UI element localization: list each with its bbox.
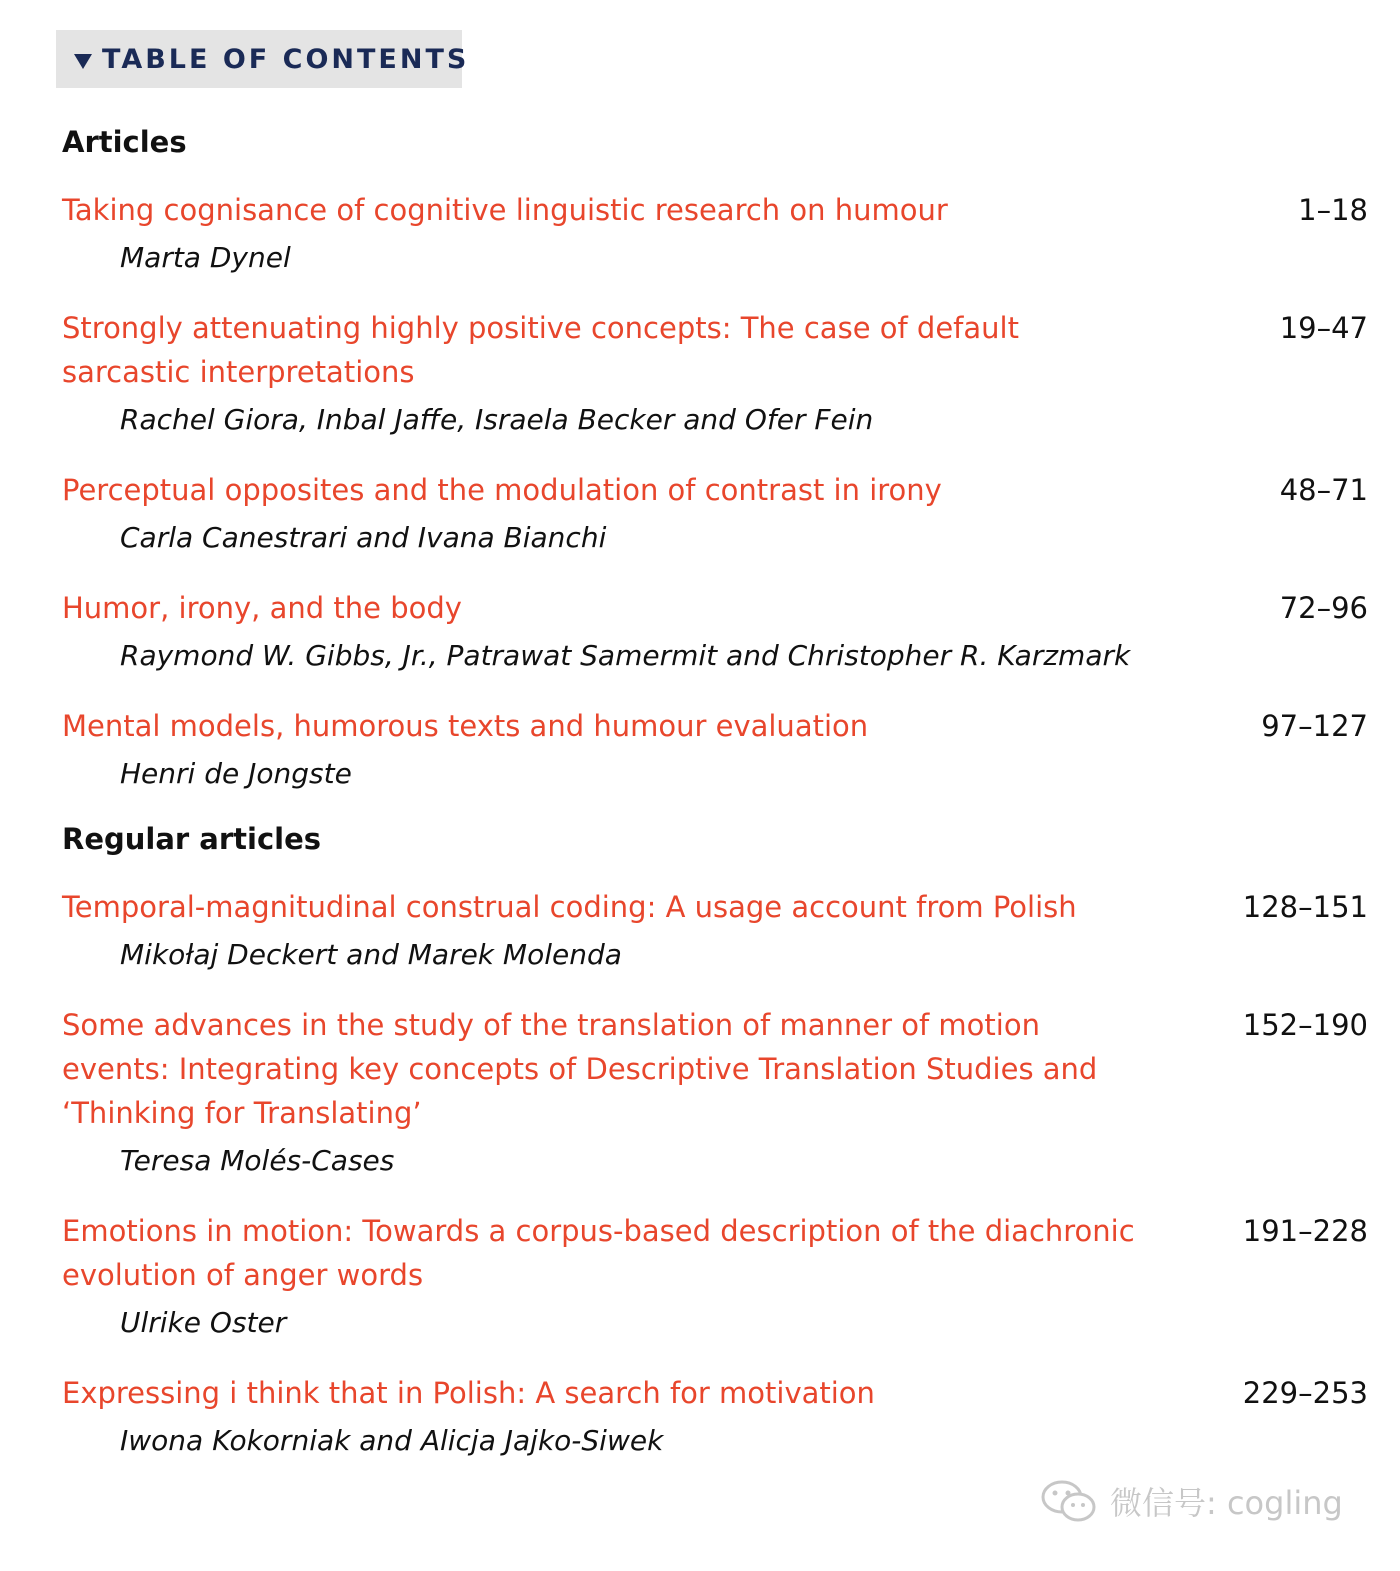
toc-entry [62, 306, 1368, 440]
page-range: 229–253 [1242, 1375, 1368, 1410]
toc-entry [62, 468, 1368, 558]
article-title-link[interactable]: Strongly attenuating highly positive concepts: The case of default sarcastic interpretations [62, 310, 1019, 389]
toc-entry [62, 1209, 1368, 1343]
page-range: 97–127 [1261, 708, 1368, 743]
article-title-link[interactable]: Some advances in the study of the translation of manner of motion events: Integrating key concepts of Descriptive Translation Studies and ‘Thinking for Translating’ [62, 1007, 1098, 1130]
caret-down-icon [74, 54, 92, 69]
article-title-link[interactable]: Expressing i think that in Polish: A search for motivation [62, 1375, 875, 1410]
section-heading-articles: Articles [62, 125, 187, 159]
article-authors: Ulrike Oster [120, 1305, 287, 1339]
article-authors: Mikołaj Deckert and Marek Molenda [120, 937, 622, 971]
article-authors: Marta Dynel [120, 240, 291, 274]
article-title-link[interactable]: Humor, irony, and the body [62, 590, 462, 625]
toc-toggle[interactable] [56, 30, 470, 88]
article-authors: Rachel Giora, Inbal Jaffe, Israela Becker and Ofer Fein [120, 402, 874, 436]
article-authors: Raymond W. Gibbs, Jr., Patrawat Samermit and Christopher R. Karzmark [120, 638, 1131, 672]
toc-entry [62, 586, 1368, 676]
page-range: 1–18 [1298, 192, 1368, 227]
article-title-link[interactable]: Perceptual opposites and the modulation of contrast in irony [62, 472, 942, 507]
page-range: 48–71 [1279, 472, 1368, 507]
wechat-icon [1040, 1478, 1098, 1524]
toc-entry [62, 1371, 1368, 1461]
page-range: 72–96 [1279, 590, 1368, 625]
article-authors: Teresa Molés-Cases [120, 1143, 395, 1177]
watermark-text: 微信号: cogling [1110, 1484, 1343, 1522]
toc-entry [62, 1003, 1368, 1181]
toc-list [62, 125, 1368, 1489]
page-range: 152–190 [1242, 1007, 1368, 1042]
article-authors: Carla Canestrari and Ivana Bianchi [120, 520, 607, 554]
toc-title: TABLE OF CONTENTS [102, 43, 470, 75]
page-range: 19–47 [1279, 310, 1368, 345]
toc-entry [62, 704, 1368, 794]
page-range: 191–228 [1242, 1213, 1368, 1248]
article-title-link[interactable]: Mental models, humorous texts and humour evaluation [62, 708, 869, 743]
page-range: 128–151 [1242, 889, 1368, 924]
article-authors: Iwona Kokorniak and Alicja Jajko-Siwek [120, 1423, 664, 1457]
toc-entry [62, 188, 1368, 278]
article-authors: Henri de Jongste [120, 756, 352, 790]
article-title-link[interactable]: Temporal-magnitudinal construal coding: A usage account from Polish [62, 889, 1077, 924]
watermark [1040, 1478, 1343, 1524]
toc-entry [62, 885, 1368, 975]
section-heading-regular-articles: Regular articles [62, 821, 322, 856]
article-title-link[interactable]: Taking cognisance of cognitive linguistic research on humour [62, 192, 948, 227]
article-title-link[interactable]: Emotions in motion: Towards a corpus-based description of the diachronic evolution of anger words [62, 1213, 1135, 1292]
